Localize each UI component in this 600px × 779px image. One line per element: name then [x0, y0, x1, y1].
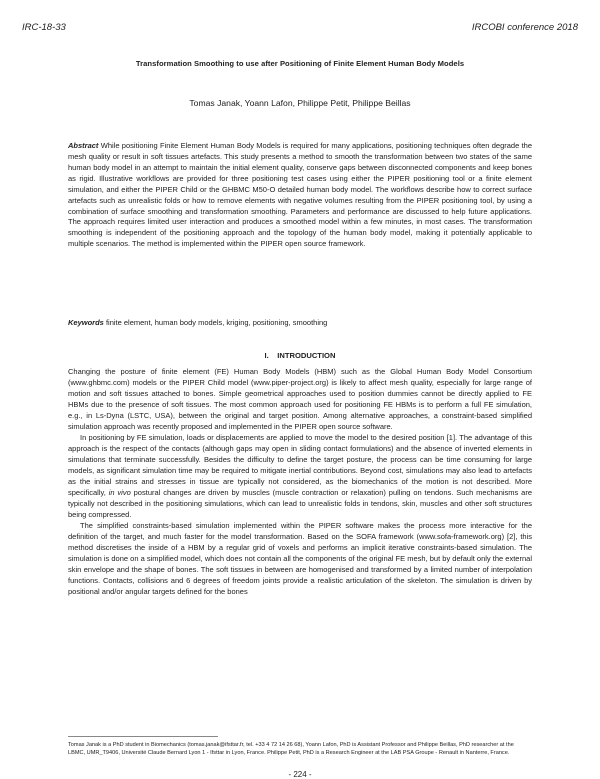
abstract-label: Abstract	[68, 141, 99, 150]
section-number: I.	[264, 351, 269, 360]
section-heading	[0, 351, 600, 360]
paragraph-text: postural changes are driven by muscles (muscle contraction or relaxation) pulling on tendons. Such mechanisms are typically not described in the positioning simulations, which can lead to unrealistic folds in tendons, skin, muscles and other soft structures being compressed.	[68, 488, 532, 519]
page-number: - 224 -	[288, 770, 312, 779]
running-header-conference: IRCOBI conference 2018	[471, 22, 578, 33]
keywords	[68, 318, 532, 327]
body-text	[68, 366, 532, 597]
paragraph: Changing the posture of finite element (FE) Human Body Models (HBM) such as the Global Human Body Model Consortium (www.ghbmc.com) models or the PIPER Child model (www.piper-project.org) is likely to affect mesh quality, especially for large range of motion and soft tissues attached to bones. Simple geometrical approaches used to position dummies cannot be directly applied to FE HBMs due to the presence of soft tissues. The most common approach used for positioning FE HBMs is to perform a full FE simulation, e.g., in Ls-Dyna (LSTC, USA), between the original and target position. Among alternative approaches, a constraint-based simplified simulation approach was recently proposed and implemented in the PIPER open source software.	[68, 367, 532, 431]
paragraph-text: In positioning by FE simulation, loads or displacements are applied to move the model to the desired position [1]. The advantage of this approach is the respect of the contacts (although gaps may open in sliding contact formulations) and the absence of inverted elements in simulations that terminate successfully. Besides the difficulty to define the target posture, the process can be time consuming for large models, as significant simulation time may be required to mitigate inertial contributions. Beyond cost, simulations may also lead to artefacts as the initial strains and stresses in tissue are typically not considered, as the biomechanics of the motion is not described. More specifically,	[68, 433, 532, 497]
keywords-text: finite element, human body models, kriging, positioning, smoothing	[105, 318, 328, 327]
paper-title: Transformation Smoothing to use after Positioning of Finite Element Human Body Models	[135, 59, 465, 68]
section-title: INTRODUCTION	[277, 351, 336, 360]
italic-term: in vivo	[108, 488, 131, 497]
paragraph: The simplified constraints-based simulation implemented within the PIPER software makes the process more interactive for the definition of the target, and much faster for the model transformation. Based on the SOFA framework (www.sofa-framework.org) [2], this method discretises the inside of a HBM by a regular grid of voxels and performs an implicit iterative constraints-based simulation. The simulation is done on a simplified model, which does not contain all the components of the original FE mesh, but by default only the external skin envelope and the shape of bones. The soft tissues in between are homogenised and transformed by a limited number of interpolation functions. Contacts, collisions and 6 degrees of freedom joints provide a realistic articulation of the skeleton. The simulation is driven by positional and/or angular targets defined for the bones	[68, 521, 532, 596]
keywords-label: Keywords	[68, 318, 104, 327]
abstract-text: While positioning Finite Element Human Body Models is required for many applications, positioning techniques often degrade the mesh quality or result in soft tissues artefacts. This study presents a method to smooth the transformation between two states of the same human body model in an attempt to maintain the initial element quality, conserve gaps between disconnected components and keep bones as rigid. Illustrative workflows are provided for three positioning test cases using either the PIPER positioning tool or a finite element simulation, and either the PIPER Child or the GHBMC M50-O detailed human body model. The workflows describe how to correct surface artefacts such as unrealistic folds or how to remove elements with negative volumes resulting from the PIPER positioning tool, by using a combination of surface smoothing and transformation smoothing. Parameters and performance are discussed to help future applications. The approach requires limited user interaction and produces a smoothed model within a few minutes, in most cases. The transformation smoothing is independent of the positioning approach and the topology of the human body model, making it potentially applicable to multiple scenarios. The method is implemented within the PIPER open source framework.	[68, 141, 532, 249]
author-footnote: Tomas Janak is a PhD student in Biomechanics (tomas.janak@ifsttar.fr, tel. +33 4 72 14 26 68), Yoann Lafon, PhD is Assistant Professor and Philippe Beillas, PhD researcher at the LBMC, UMR_T9406, Université Claude Bernard Lyon 1 - Ifsttar in Lyon, France. Philippe Petit, PhD is a Research Engineer at the LAB PSA Groupe - Renault in Nanterre, France.	[68, 741, 532, 757]
author-list: Tomas Janak, Yoann Lafon, Philippe Petit, Philippe Beillas	[189, 98, 411, 108]
running-header-id: IRC-18-33	[22, 22, 66, 33]
abstract	[68, 141, 532, 250]
paragraph	[68, 432, 532, 520]
